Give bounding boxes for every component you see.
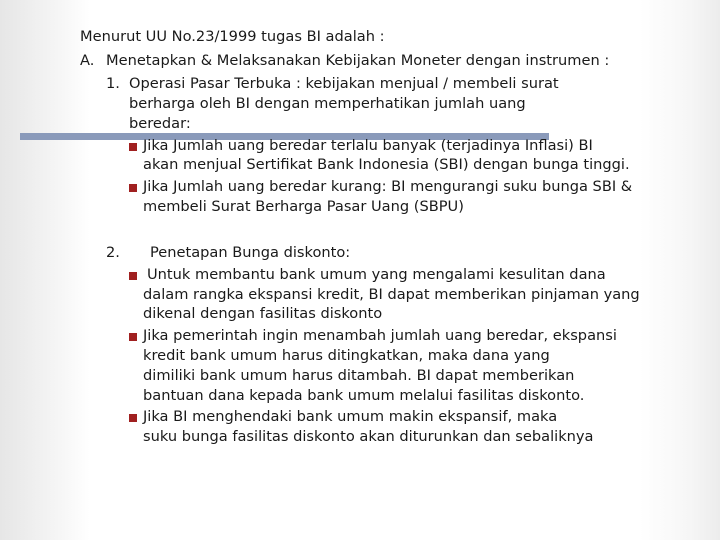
item2-bullet1-line-3: dikenal dengan fasilitas diskonto (143, 305, 383, 322)
bullet-square-icon (129, 414, 137, 422)
item1-bullet2-line-1: Jika Jumlah uang beredar kurang: BI mengurangi suku bunga SBI & (143, 178, 633, 195)
item1-line-2: berharga oleh BI dengan memperhatikan jumlah uang (129, 95, 526, 112)
section-a-marker: A. (80, 52, 95, 69)
item1-number: 1. (106, 75, 120, 92)
item2-bullet3-line-1: Jika BI menghendaki bank umum makin ekspansif, maka (143, 408, 558, 425)
item2-number: 2. (106, 244, 120, 261)
bullet-square-icon (129, 333, 137, 341)
item2-bullet3-line-2: suku bunga fasilitas diskonto akan diturunkan dan sebaliknya (143, 428, 594, 445)
bullet-square-icon (129, 143, 137, 151)
item1-line-3: beredar: (129, 115, 191, 132)
item2-bullet2-line-1: Jika pemerintah ingin menambah jumlah uang beredar, ekspansi (143, 327, 617, 344)
item1-bullet1-line-2: akan menjual Sertifikat Bank Indonesia (SBI) dengan bunga tinggi. (143, 156, 630, 173)
intro-text: Menurut UU No.23/1999 tugas BI adalah : (80, 28, 385, 45)
item1-bullet2-line-2: membeli Surat Berharga Pasar Uang (SBPU) (143, 198, 464, 215)
item1-bullet1-line-1: Jika Jumlah uang beredar terlalu banyak (terjadinya Inflasi) BI (143, 137, 593, 154)
item2-bullet2-line-3: dimiliki bank umum harus ditambah. BI dapat memberikan (143, 367, 575, 384)
bullet-square-icon (129, 184, 137, 192)
item2-bullet2-line-2: kredit bank umum harus ditingkatkan, maka dana yang (143, 347, 550, 364)
section-a-title: Menetapkan & Melaksanakan Kebijakan Moneter dengan instrumen : (106, 52, 610, 69)
bullet-square-icon (129, 272, 137, 280)
item2-bullet2-line-4: bantuan dana kepada bank umum melalui fasilitas diskonto. (143, 387, 585, 404)
item1-line-1: Operasi Pasar Terbuka : kebijakan menjual / membeli surat (129, 75, 559, 92)
item2-bullet1-line-1: Untuk membantu bank umum yang mengalami kesulitan dana (147, 266, 606, 283)
item2-title: Penetapan Bunga diskonto: (150, 244, 351, 261)
item2-bullet1-line-2: dalam rangka ekspansi kredit, BI dapat memberikan pinjaman yang (143, 286, 640, 303)
